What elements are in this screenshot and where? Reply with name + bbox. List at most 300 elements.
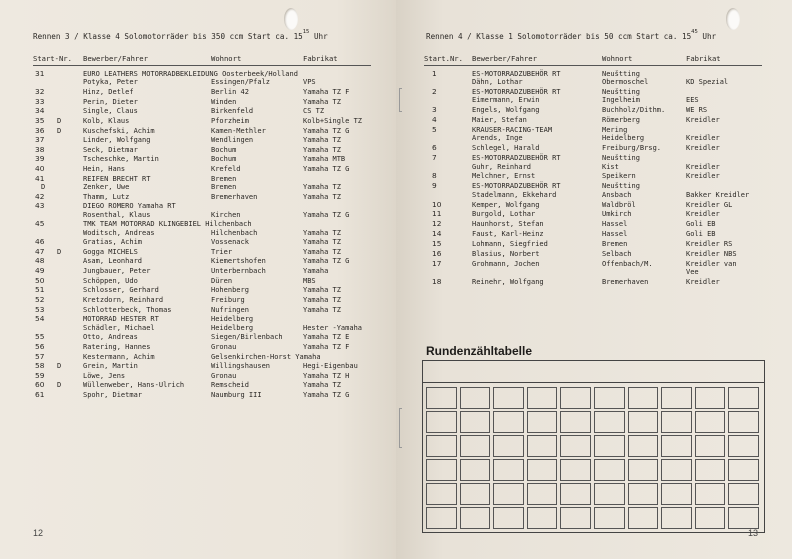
rider-name: Schädler, Michael (83, 323, 155, 332)
make: Yamaha (303, 267, 329, 276)
start-number: 38 (35, 144, 45, 154)
make: Kreidler GL (686, 200, 733, 209)
entry-row (424, 126, 769, 143)
lap-cell (460, 387, 491, 409)
hometown: Freiburg (211, 296, 245, 304)
rider-name: MOTORRAD HESTER RT (83, 315, 159, 324)
rider-name: Thamm, Lutz (83, 192, 130, 201)
start-number: 50 (35, 275, 45, 285)
hometown: Heidelberg (211, 315, 254, 324)
lap-cell (628, 483, 659, 505)
start-number: 10 (432, 199, 442, 209)
entry-row (33, 257, 378, 265)
make: Yamaha TZ (303, 228, 341, 237)
entry-row (33, 372, 378, 380)
entry-row (33, 202, 378, 219)
lap-cell (426, 387, 457, 409)
lap-cell (728, 435, 759, 457)
entry-row (33, 362, 378, 370)
entry-row (424, 144, 769, 152)
entry-row (424, 88, 769, 105)
rider-name: Eimermann, Erwin (472, 96, 540, 105)
hometown: Hassel (602, 230, 628, 239)
entry-row (424, 250, 769, 258)
hometown: Krefeld (211, 165, 241, 174)
lap-cell (560, 387, 591, 409)
hometown: Wendlingen (211, 136, 254, 145)
make: Kreidler (686, 144, 720, 153)
rider-name: Blasius, Norbert (472, 249, 540, 258)
race-heading: Rennen 3 / Klasse 4 Solomotorräder bis 350 ccm Start ca. $15^{15}$ Uhr (33, 29, 328, 41)
rider-name: Grohmann, Jochen (472, 259, 540, 268)
start-number: 17 (432, 258, 442, 268)
make: Bakker Kreidler (686, 190, 750, 199)
rider-name: KRAUSER-RACING-TEAM (472, 126, 553, 135)
hometown: Naumburg III (211, 391, 262, 400)
hometown: Obermoschel (602, 78, 649, 87)
start-number: 4 (432, 115, 437, 125)
lap-cell (460, 435, 491, 457)
col-fabrikat: Fabrikat (303, 54, 338, 63)
start-number: 48 (35, 256, 45, 266)
lap-cell (527, 483, 558, 505)
make: Yamaha TZ (303, 238, 341, 247)
lap-cell (560, 507, 591, 529)
lap-cell (695, 435, 726, 457)
col-bewerber: Bewerber/Fahrer (472, 54, 537, 63)
hometown: Bochum (211, 145, 237, 154)
make: Kreidler NBS (686, 249, 737, 258)
entry-row (424, 201, 769, 209)
hometown: Hassel (602, 220, 628, 229)
make: Yamaha MTB (303, 155, 346, 164)
rider-name: DIEGO ROMERO Yamaha RT (83, 202, 176, 211)
rider-name: TMK TEAM MOTORRAD KLINGEBIEL Hilchenbach (83, 220, 252, 229)
start-number: 59 (35, 370, 45, 380)
lap-cell (728, 411, 759, 433)
lap-cell (728, 507, 759, 529)
rider-name: Lohmann, Siegfried (472, 240, 548, 249)
start-number: 8 (432, 171, 437, 181)
make: MBS (303, 276, 316, 285)
hometown: Hilchenbach (211, 228, 258, 237)
entry-row (424, 106, 769, 114)
start-number: 5 (432, 125, 437, 135)
make: Yamaha TZ G (303, 391, 350, 400)
page-number: 13 (748, 528, 759, 538)
lap-cell (493, 387, 524, 409)
entry-row (33, 277, 378, 285)
rider-name: Schöppen, Udo (83, 276, 138, 285)
make: Yamaha TZ (303, 296, 341, 304)
debutant-mark: D (57, 116, 62, 125)
lap-cell (560, 411, 591, 433)
entry-row (424, 70, 769, 87)
make: Yamaha TZ G (303, 165, 350, 174)
entry-row (33, 193, 378, 201)
hometown: Bremen (602, 240, 628, 249)
start-number: 58 (35, 361, 45, 371)
start-number: 42 (35, 191, 45, 201)
hometown: Neuštting (602, 182, 640, 191)
col-wohnort: Wohnort (211, 54, 242, 63)
rider-name: Spohr, Dietmar (83, 391, 143, 400)
lap-table-title: Rundenzähltabelle (426, 344, 533, 358)
page-number: 12 (33, 528, 44, 538)
hometown: Selbach (602, 249, 632, 258)
lap-cell (426, 507, 457, 529)
lap-cell (460, 459, 491, 481)
hometown: Remscheid (211, 381, 249, 390)
entry-row (33, 306, 378, 314)
header-rule (33, 65, 371, 66)
rider-name: ES-MOTORRADZUBEHÖR RT (472, 70, 561, 78)
start-number: 45 (35, 219, 45, 229)
start-number: 46 (35, 237, 45, 247)
start-number: 3 (432, 105, 437, 115)
rider-name: Otto, Andreas (83, 333, 138, 342)
rider-name: Melchner, Ernst (472, 172, 536, 181)
hometown: Gelsenkirchen-Horst Yamaha (211, 352, 321, 361)
hometown: Offenbach/M. (602, 259, 653, 268)
entry-row (33, 127, 378, 135)
hometown: Willingshausen (211, 362, 271, 371)
lap-cell (628, 459, 659, 481)
page-right (396, 0, 792, 559)
column-headers (33, 54, 378, 64)
lap-cell (460, 507, 491, 529)
col-wohnort: Wohnort (602, 54, 633, 63)
start-number: 32 (35, 86, 45, 96)
rider-name: Schlegel, Harald (472, 144, 540, 153)
lap-cell (728, 483, 759, 505)
make: Yamaha TZ F (303, 342, 350, 351)
hometown: Ansbach (602, 190, 632, 199)
rider-name: Schlosser, Gerhard (83, 286, 159, 295)
make: Yamaha TZ (303, 145, 341, 154)
rider-name: Kemper, Wolfgang (472, 200, 540, 209)
entry-row (33, 353, 378, 361)
make: Yamaha TZ E (303, 333, 350, 342)
lap-cell (493, 507, 524, 529)
hometown: Gronau (211, 342, 237, 351)
lap-cell (560, 435, 591, 457)
entry-row (424, 172, 769, 180)
entry-row (33, 333, 378, 341)
start-number: 31 (35, 69, 45, 78)
rider-name: REIFEN BRECHT RT (83, 174, 151, 183)
hometown: Düren (211, 276, 233, 285)
make: Goli EB (686, 220, 716, 229)
hometown: Trier (211, 247, 233, 256)
rider-name: Rosenthal, Klaus (83, 210, 151, 219)
entry-row (33, 391, 378, 399)
make: Yamaha TZ G (303, 257, 350, 266)
start-number: 53 (35, 304, 45, 314)
start-number: 51 (35, 285, 45, 295)
rider-name: Guhr, Reinhard (472, 162, 532, 171)
lap-cell (728, 459, 759, 481)
lap-cell (527, 387, 558, 409)
hometown: Speikern (602, 172, 636, 181)
hometown: Römerberg (602, 116, 640, 125)
rider-name: ES-MOTORRADZUBEHÖR RT (472, 154, 561, 163)
punch-hole (284, 8, 298, 30)
entry-row (33, 165, 378, 173)
hometown: Birkenfeld (211, 107, 254, 116)
entry-row (33, 267, 378, 275)
make: Yamaha TZ G (303, 126, 350, 135)
make: Yamaha TZ (303, 286, 341, 295)
make: Yamaha TZ F (303, 87, 350, 96)
hometown: Heidelberg (211, 323, 254, 332)
hometown: Bremen (211, 174, 237, 183)
entry-row (33, 88, 378, 96)
lap-cell (527, 459, 558, 481)
start-number: 52 (35, 295, 45, 304)
hometown: Vossenack (211, 238, 249, 247)
hometown: Waldbröl (602, 200, 636, 209)
col-start-nr: Start-Nr. (33, 54, 72, 63)
make: Kreidler (686, 162, 720, 171)
lap-cell (661, 483, 692, 505)
make: CS TZ (303, 107, 325, 116)
start-number: 55 (35, 332, 45, 342)
hometown: Bremen (211, 183, 237, 191)
entry-row (424, 230, 769, 238)
hometown: Essingen/Pfalz (211, 78, 271, 87)
make: Yamaha TZ (303, 183, 341, 191)
start-number: 7 (432, 153, 437, 163)
lap-cell (560, 483, 591, 505)
rider-name: ES-MOTORRADZUBEHÖR RT (472, 182, 561, 191)
hometown: Kirchen (211, 210, 241, 219)
lap-cell (426, 411, 457, 433)
make: Kreidler (686, 210, 720, 219)
start-number: 16 (432, 248, 442, 258)
make: Yamaha TZ (303, 305, 341, 314)
make: Yamaha TZ (303, 247, 341, 256)
start-number: 9 (432, 181, 437, 191)
make: KD Spezial (686, 78, 729, 87)
start-number: 37 (35, 135, 45, 145)
entry-row (424, 210, 769, 218)
hometown: Kiemertshofen (211, 257, 266, 266)
make: Kreidler (686, 116, 720, 125)
hometown: Siegen/Birlenbach (211, 333, 283, 342)
hometown: Heidelberg (602, 134, 645, 143)
start-number: 61 (35, 390, 45, 400)
make: Kreidler RS (686, 240, 733, 249)
entry-row (33, 381, 378, 389)
column-headers (424, 54, 769, 64)
hometown: Winden (211, 97, 237, 106)
entry-row (424, 260, 769, 277)
lap-cell (695, 411, 726, 433)
hometown: Freiburg/Brsg. (602, 144, 662, 153)
rider-name: Jungbauer, Peter (83, 267, 151, 276)
start-number: 41 (35, 173, 45, 183)
lap-cell (594, 483, 625, 505)
lap-cell (661, 411, 692, 433)
hometown: Mering (602, 126, 628, 135)
start-number: 49 (35, 266, 45, 276)
entry-row (33, 70, 378, 87)
lap-cell (493, 483, 524, 505)
rider-name: Engels, Wolfgang (472, 106, 540, 115)
start-number: 18 (432, 277, 442, 287)
debutant-mark: D (41, 183, 46, 191)
entry-list (33, 70, 378, 401)
entry-list (424, 70, 769, 288)
entry-row (33, 220, 378, 237)
col-bewerber: Bewerber/Fahrer (83, 54, 148, 63)
hometown: Pforzheim (211, 116, 249, 125)
make: Hester -Yamaha (303, 323, 363, 332)
rider-name: Arends, Inge (472, 134, 523, 143)
start-number: 43 (35, 201, 45, 211)
entry-row (33, 315, 378, 332)
hometown: Nufringen (211, 305, 249, 314)
lap-cell (594, 507, 625, 529)
entry-row (33, 248, 378, 256)
hometown: Kist (602, 162, 619, 171)
lap-count-table (422, 360, 765, 533)
make: Yamaha TZ (303, 381, 341, 390)
start-number: 54 (35, 314, 45, 324)
lap-cell (460, 411, 491, 433)
entry-row (33, 117, 378, 125)
rider-name: Burgold, Lothar (472, 210, 536, 219)
header-rule (424, 65, 762, 66)
rider-name: Löwe, Jens (83, 371, 126, 380)
rider-name: Grein, Martin (83, 362, 138, 371)
rider-name: Potyka, Peter (83, 78, 138, 87)
entry-row (424, 240, 769, 248)
rider-name: Faust, Karl-Heinz (472, 230, 544, 239)
start-number: 34 (35, 106, 45, 116)
hometown: Berlin 42 (211, 87, 249, 96)
start-number: 36 (35, 125, 45, 135)
rider-name: Woditsch, Andreas (83, 228, 155, 237)
make: WE RS (686, 106, 708, 115)
hometown: Kamen-Methler (211, 126, 266, 135)
entry-row (424, 220, 769, 228)
make: Goli EB (686, 230, 716, 239)
debutant-mark: D (57, 247, 62, 256)
entry-row (33, 286, 378, 294)
rider-name: Maier, Stefan (472, 116, 527, 125)
rider-name: Haunhorst, Stefan (472, 220, 544, 229)
hometown: Gronau (211, 371, 237, 380)
col-fabrikat: Fabrikat (686, 54, 721, 63)
hometown: Bremerhaven (602, 278, 649, 287)
lap-cell (628, 435, 659, 457)
lap-cell (594, 435, 625, 457)
rider-name: Seck, Dietmar (83, 145, 138, 154)
lap-cell (594, 459, 625, 481)
make: Yamaha TZ (303, 97, 341, 106)
make: Yamaha TZ H (303, 371, 350, 380)
entry-row (424, 154, 769, 171)
lap-cell (728, 387, 759, 409)
lap-cell (493, 459, 524, 481)
make: Kreidler van (686, 259, 737, 268)
lap-cell (426, 459, 457, 481)
start-number: 6 (432, 143, 437, 153)
start-number: 56 (35, 341, 45, 351)
make: EES (686, 96, 699, 105)
hometown: Bochum (211, 155, 237, 164)
make: Yamaha TZ (303, 192, 341, 201)
col-start-nr: Start.Nr. (424, 54, 463, 63)
rider-name: Wüllenweber, Hans-Ulrich (83, 381, 185, 390)
lap-cell (527, 411, 558, 433)
rider-name: Schlotterbeck, Thomas (83, 305, 172, 314)
start-number: 39 (35, 154, 45, 164)
hometown: Neuštting (602, 88, 640, 97)
rider-name: Zenker, Uwe (83, 183, 130, 191)
lap-cell (527, 435, 558, 457)
lap-cell (661, 387, 692, 409)
entry-row (424, 278, 769, 286)
entry-row (33, 238, 378, 246)
rider-name: Stadelmann, Ekkehard (472, 190, 557, 199)
start-number: 35 (35, 115, 45, 125)
entry-row (33, 146, 378, 154)
race-heading: Rennen 4 / Klasse 1 Solomotorräder bis 50 ccm Start ca. $15^{45}$ Uhr (426, 29, 717, 41)
entry-row (33, 296, 378, 304)
lap-cell (493, 411, 524, 433)
binding-mark (399, 408, 402, 448)
lap-cell (493, 435, 524, 457)
lap-cell (594, 411, 625, 433)
rider-name: EURO LEATHERS MOTORRADBEKLEIDUNG Oosterbeek/Holland (83, 70, 298, 78)
binding-mark (399, 88, 402, 112)
lap-cell (628, 411, 659, 433)
make: VPS (303, 78, 316, 87)
lap-cell (661, 459, 692, 481)
make: Yamaha TZ (303, 136, 341, 145)
entry-row (33, 107, 378, 115)
rider-name: Gogga MICHELS (83, 247, 138, 256)
rider-name: ES-MOTORRADZUBEHÖR RT (472, 88, 561, 97)
make: Kreidler (686, 278, 720, 287)
lap-cell (628, 387, 659, 409)
lap-cell (661, 507, 692, 529)
lap-cell (527, 507, 558, 529)
start-number: 2 (432, 87, 437, 97)
start-number: 33 (35, 96, 45, 106)
start-number: 14 (432, 229, 442, 239)
hometown: Bremerhaven (211, 192, 258, 201)
rider-name: Kuschefski, Achim (83, 126, 155, 135)
rider-name: Kolb, Klaus (83, 116, 130, 125)
entry-row (33, 343, 378, 351)
hometown: Unterbernbach (211, 267, 266, 276)
rider-name: Linder, Wolfgang (83, 136, 151, 145)
start-number: 57 (35, 351, 45, 361)
lap-cell (426, 483, 457, 505)
rider-name: Asam, Leonhard (83, 257, 143, 266)
start-number: 40 (35, 164, 45, 174)
rider-name: Dähn, Lothar (472, 78, 523, 87)
hometown: Neuštting (602, 154, 640, 163)
rider-name: Hein, Hans (83, 165, 126, 174)
rider-name: Ratering, Hannes (83, 342, 151, 351)
entry-row (33, 155, 378, 163)
start-number: 11 (432, 209, 442, 219)
